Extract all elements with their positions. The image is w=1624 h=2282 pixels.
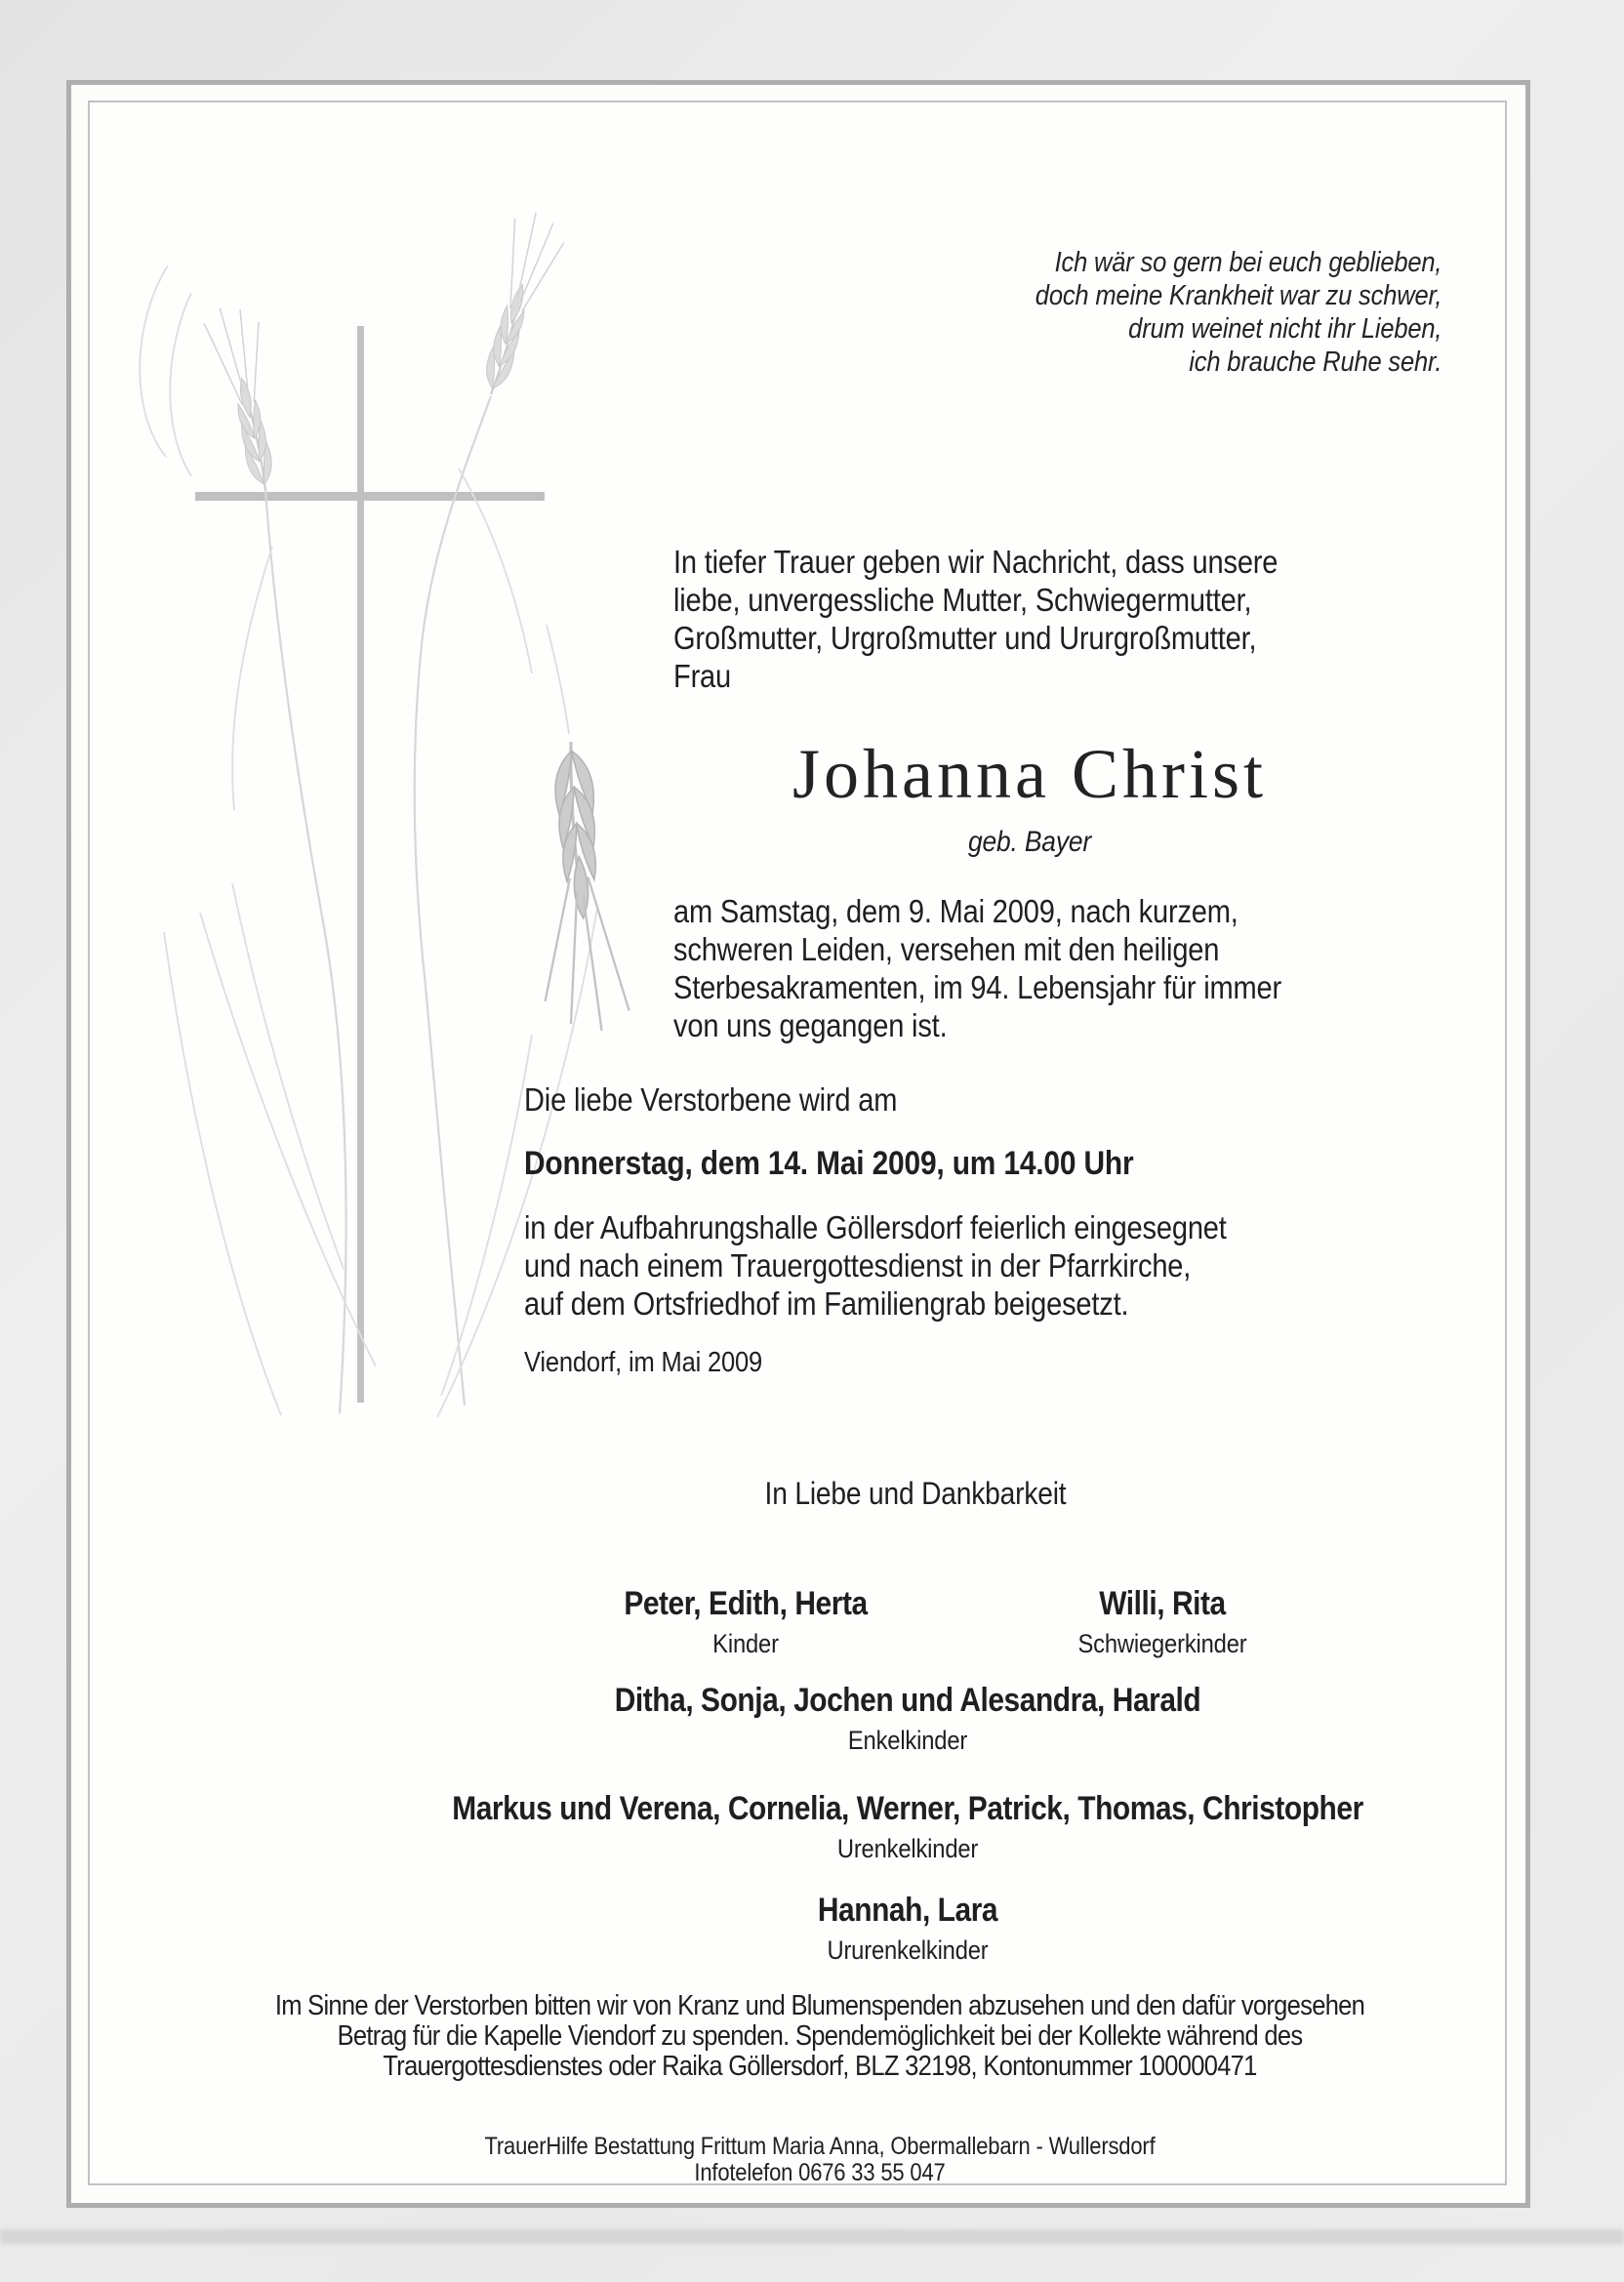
family-great-grandchildren xyxy=(267,1790,1547,1864)
family-grandchildren xyxy=(267,1682,1547,1756)
memorial-verse xyxy=(1035,246,1441,379)
donation-note xyxy=(180,1991,1459,2082)
family-relation: Schwiegerkinder xyxy=(1077,1629,1247,1658)
verse-line: ich brauche Ruhe sehr. xyxy=(1188,346,1441,378)
announcement-line: In tiefer Trauer geben wir Nachricht, dass unsere xyxy=(673,544,1279,580)
verse-line: doch meine Krankheit war zu schwer, xyxy=(1035,280,1441,311)
family-names: Peter, Edith, Herta xyxy=(624,1585,868,1622)
family-children-in-law xyxy=(991,1585,1334,1659)
death-line: schweren Leiden, versehen mit den heiligen xyxy=(673,931,1220,967)
announcement-line: Großmutter, Urgroßmutter und Ururgroßmutter, xyxy=(673,620,1257,656)
verse-line: drum weinet nicht ihr Lieben, xyxy=(1127,313,1441,345)
maiden-name-block xyxy=(716,826,1343,859)
funeral-intro: Die liebe Verstorbene wird am xyxy=(524,1081,898,1118)
donation-line: Im Sinne der Verstorben bitten wir von Kranz und Blumenspenden abzusehen und den dafür vorgesehen xyxy=(274,1990,1365,2021)
funeral-location-line: in der Aufbahrungshalle Göllersdorf feierlich eingesegnet xyxy=(524,1209,1227,1245)
undertaker-footer xyxy=(180,2134,1459,2186)
donation-line: Betrag für die Kapelle Viendorf zu spenden. Spendemöglichkeit bei der Kollekte während des xyxy=(337,2020,1303,2052)
family-names: Markus und Verena, Cornelia, Werner, Patrick, Thomas, Christopher xyxy=(452,1790,1363,1827)
funeral-location-line: auf dem Ortsfriedhof im Familiengrab beigesetzt. xyxy=(524,1285,1129,1322)
deceased-name-block xyxy=(673,734,1386,815)
family-relation: Ururenkelkinder xyxy=(827,1936,989,1965)
announcement-line: liebe, unvergessliche Mutter, Schwiegermutter, xyxy=(673,582,1252,618)
donation-line: Trauergottesdienstes oder Raika Göllersdorf, BLZ 32198, Kontonummer 100000471 xyxy=(383,2051,1257,2082)
funeral-datetime: Donnerstag, dem 14. Mai 2009, um 14.00 Uhr xyxy=(524,1145,1134,1182)
death-line: von uns gegangen ist. xyxy=(673,1007,948,1043)
death-line: am Samstag, dem 9. Mai 2009, nach kurzem, xyxy=(673,893,1238,929)
undertaker-name: TrauerHilfe Bestattung Frittum Maria Anna, Obermallebarn - Wullersdorf xyxy=(484,2133,1156,2160)
place-and-date: Viendorf, im Mai 2009 xyxy=(524,1347,763,1378)
card-frame-inner xyxy=(88,101,1507,2185)
death-line: Sterbesakramenten, im 94. Lebensjahr für immer xyxy=(673,969,1282,1005)
family-relation: Urenkelkinder xyxy=(836,1834,979,1863)
funeral-location xyxy=(524,1208,1227,1323)
funeral-location-line: und nach einem Trauergottesdienst in der Pfarrkirche, xyxy=(524,1247,1192,1284)
family-names: Hannah, Lara xyxy=(817,1892,998,1929)
announcement-text xyxy=(673,543,1278,695)
family-children xyxy=(574,1585,917,1659)
announcement-line: Frau xyxy=(673,658,732,694)
death-details xyxy=(673,892,1281,1044)
family-names: Ditha, Sonja, Jochen und Alesandra, Harald xyxy=(614,1682,1201,1719)
scan-shadow-band xyxy=(0,2229,1624,2244)
deceased-name: Johanna Christ xyxy=(792,735,1267,813)
verse-line: Ich wär so gern bei euch geblieben, xyxy=(1054,247,1441,278)
family-relation: Kinder xyxy=(712,1629,779,1658)
undertaker-phone: Infotelefon 0676 33 55 047 xyxy=(694,2159,946,2186)
gratitude-heading: In Liebe und Dankbarkeit xyxy=(764,1476,1067,1511)
family-great-great-grandchildren xyxy=(267,1892,1547,1966)
family-relation: Enkelkinder xyxy=(847,1726,968,1755)
maiden-name: geb. Bayer xyxy=(968,826,1091,858)
family-names: Willi, Rita xyxy=(1099,1585,1226,1622)
